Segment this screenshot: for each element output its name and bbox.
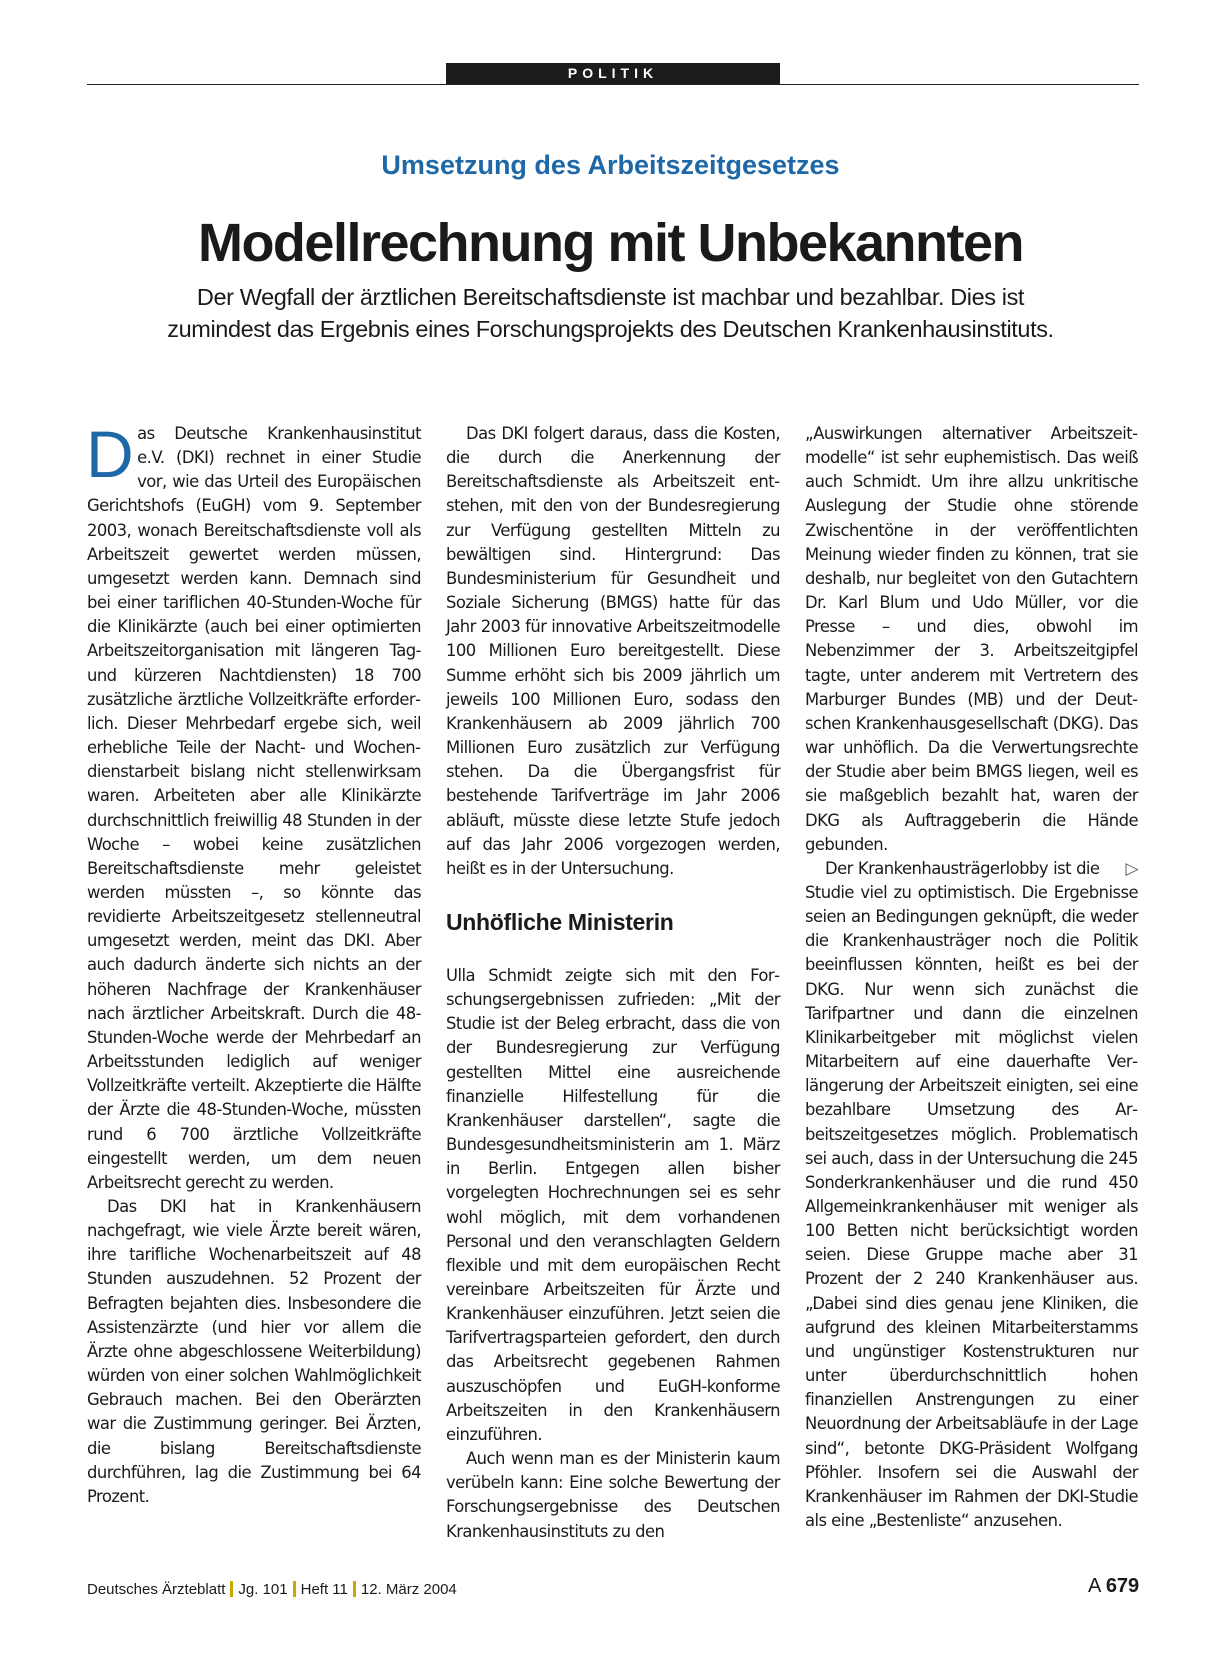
separator bbox=[353, 1581, 356, 1597]
lead-line-1: Der Wegfall der ärztlichen Bereitschaftsdienste ist machbar und bezahlbar. Dies ist bbox=[196, 284, 1025, 310]
issue-date: 12. März 2004 bbox=[360, 1581, 457, 1598]
paragraph bbox=[86, 417, 421, 1195]
article-headline: Modellrechnung mit Unbekannten bbox=[197, 213, 1024, 273]
column-2 bbox=[446, 422, 780, 1544]
section-tag: POLITIK bbox=[446, 63, 780, 84]
paragraph-text: Der Krankenhausträgerlobby ist die Studie viel zu optimistisch. Die Ergebnisse seien an Bedingungen geknüpft, die weder die Krankenhausträger noch die Politik beeinflussen könnten, heißt es bei der DKG. Nur wenn sich zunächst die Tarifpartner und dann die einzelnen Klinikarbeitgeber mit möglichst vielen Mitarbeitern auf eine dauerhafte Verlängerung der Arbeitszeit einigten, sei eine bezahlbare Umsetzung des Arbeitszeitgesetzes möglich. Problematisch sei auch, dass in der Untersuchung die 245 Sonderkrankenhäuser und die rund 450 Allgemeinkrankenhäuser mit weniger als 100 Betten nicht berücksichtigt worden seien. Diese Gruppe mache aber 31 Prozent der 2 240 Krankenhäuser aus. „Dabei sind dies genau jene Kliniken, die aufgrund des kleinen Mitarbeiterstamms und ungünstiger Kostenstrukturen nur unter überdurchschnittlich hohen finanziellen Anstrengungen zu einer Neuordnung der Arbeitsabläufe in der Lage sind“, betonte DKG-Präsident Wolfgang Pföhler. Insofern sei die Auswahl der Krankenhäuser im Rahmen der DKI-Studie als eine „Bestenliste“ anzusehen. bbox=[805, 858, 1138, 1531]
page-number bbox=[1088, 1575, 1139, 1598]
journal-name: Deutsches Ärzteblatt bbox=[87, 1581, 226, 1598]
page-number-value: 679 bbox=[1105, 1575, 1140, 1597]
paragraph bbox=[805, 857, 1138, 1533]
paragraph: Ulla Schmidt zeigte sich mit den Forschungsergebnissen zufrieden: „Mit der Studie ist der Beleg erbracht, dass die von der Bundesregierung zur Verfügung gestellten Mittel eine ausreichende finanzielle Hilfestellung für die Krankenhäuser darstellen“, sagte die Bundesgesundheitsministerin am 1. März in Berlin. Entgegen allen bisher vorgelegten Hochrechnungen sei es sehr wohl möglich, mit dem vorhandenen Personal und den veranschlagten Geldern flexible und mit dem europäischen Recht vereinbare Arbeitszeiten für Ärzte und Krankenhäuser einzuführen. Jetzt seien die Tarifvertragsparteien gefordert, den durch das Arbeitsrecht gegebenen Rahmen auszuschöpfen und EuGH-konforme Arbeitszeiten in den Krankenhäusern einzuführen. bbox=[446, 965, 780, 1444]
footer bbox=[87, 1581, 457, 1598]
lead-line-2: zumindest das Ergebnis eines Forschungsprojekts des Deutschen Krankenhausinstituts. bbox=[167, 316, 1054, 342]
volume: Jg. 101 bbox=[238, 1581, 288, 1598]
column-1 bbox=[86, 417, 421, 1509]
paragraph: Auch wenn man es der Ministerin kaum verübeln kann: Eine solche Bewertung der Forschungsergebnisse des Deutschen Krankenhausinstituts zu den bbox=[446, 1449, 780, 1541]
article-kicker: Umsetzung des Arbeitszeitgesetzes bbox=[381, 150, 840, 180]
issue: Heft 11 bbox=[300, 1581, 348, 1598]
separator bbox=[230, 1581, 233, 1597]
paragraph: Das DKI folgert daraus, dass die Kosten, die durch die Anerkennung der Bereitschaftsdienste als Arbeitszeit entstehen, mit den von der Bundesregierung zur Verfügung gestellten Mitteln zu bewältigen sind. Hintergrund: Das Bundesministerium für Gesundheit und Soziale Sicherung (BMGS) hatte für das Jahr 2003 für innovative Arbeitszeitmodelle 100 Millionen Euro bereitgestellt. Diese Summe erhöht sich bis 2009 jährlich um jeweils 100 Millionen Euro, sodass den Krankenhäusern ab 2009 jährlich 700 Millionen Euro zusätzlich zur Verfügung stehen. Da die Übergangsfrist für bestehende Tarifverträge im Jahr 2006 abläuft, müsste diese letzte Stufe jedoch auf das Jahr 2006 vorgezogen werden, heißt es in der Untersuchung. bbox=[446, 424, 780, 878]
column-3 bbox=[805, 422, 1138, 1533]
paragraph-text: as Deutsche Krankenhausinstitut e.V. (DKI) rechnet in einer Studie vor, wie das Urteil des Europäischen Gerichtshofs (EuGH) vom 9. September 2003, wonach Bereitschaftsdienste voll als Arbeitszeit gewertet werden müssen, umgesetzt werden kann. Demnach sind bei einer tariflichen 40-Stunden-Woche für die Klinikärzte (auch bei einer optimierten Arbeitszeitorganisation mit längeren Tag- und kürzeren Nachtdiensten) 18 700 zusätzliche ärztliche Vollzeitkräfte erforderlich. Dieser Mehrbedarf ergebe sich, weil erhebliche Teile der Nacht- und Wochendienstarbeit bislang nicht stellenwirksam waren. Arbeiteten aber alle Klinikärzte durchschnittlich freiwillig 48 Stunden in der Woche – wobei keine zusätzlichen Bereitschaftsdienste mehr geleistet werden müssten –, so könnte das revidierte Arbeitszeitgesetz stellenneutral umgesetzt werden, meint das DKI. Aber auch dadurch änderte sich nichts an der höheren Nachfrage der Krankenhäuser nach ärztlicher Arbeitskraft. Durch die 48-Stunden-Woche werde der Mehrbedarf an Arbeitsstunden lediglich auf weniger Vollzeitkräfte verteilt. Akzeptierte die Hälfte der Ärzte die 48-Stunden-Woche, müssten rund 6 700 ärztliche Vollzeitkräfte eingestellt werden, um dem neuen Arbeitsrecht gerecht zu werden. bbox=[87, 424, 421, 1192]
paragraph: Das DKI hat in Krankenhäusern nachgefragt, wie viele Ärzte bereit wären, ihre tarifliche Wochenarbeitszeit auf 48 Stunden auszudehnen. 52 Prozent der Befragten bejahten dies. Insbesondere die Assistenzärzte (und hier vor allem die Ärzte ohne abgeschlossene Weiterbildung) würden von einer solchen Wahlmöglichkeit Gebrauch machen. Bei den Oberärzten war die Zustimmung geringer. Bei Ärzten, die bislang Bereitschaftsdienste durchführen, lag die Zustimmung bei 64 Prozent. bbox=[87, 1197, 421, 1506]
section-rule bbox=[87, 84, 1139, 85]
subheading: Unhöfliche Ministerin bbox=[446, 908, 674, 935]
paragraph: „Auswirkungen alternativer Arbeitszeitmodelle“ ist sehr euphemistisch. Das weiß auch Schmidt. Um ihre allzu unkritische Auslegung der Studie ohne störende Zwischentöne in der veröffentlichten Meinung wieder finden zu können, trat sie deshalb, nur begleitet von den Gutachtern Dr. Karl Blum und Udo Müller, vor die Presse – und dies, obwohl im Nebenzimmer der 3. Arbeitszeitgipfel tagte, unter anderem mit Vertretern des Marburger Bundes (MB) und der Deutschen Krankenhausgesellschaft (DKG). Das war unhöflich. Da die Verwertungsrechte der Studie aber beim BMGS liegen, weil es sie maßgeblich bezahlt hat, waren der DKG als Auftraggeberin die Hände gebunden. bbox=[805, 424, 1138, 854]
continued-arrow-icon: ▷ bbox=[1125, 858, 1138, 879]
separator bbox=[293, 1581, 296, 1597]
drop-cap: D bbox=[86, 417, 134, 491]
page-prefix: A bbox=[1088, 1575, 1101, 1597]
